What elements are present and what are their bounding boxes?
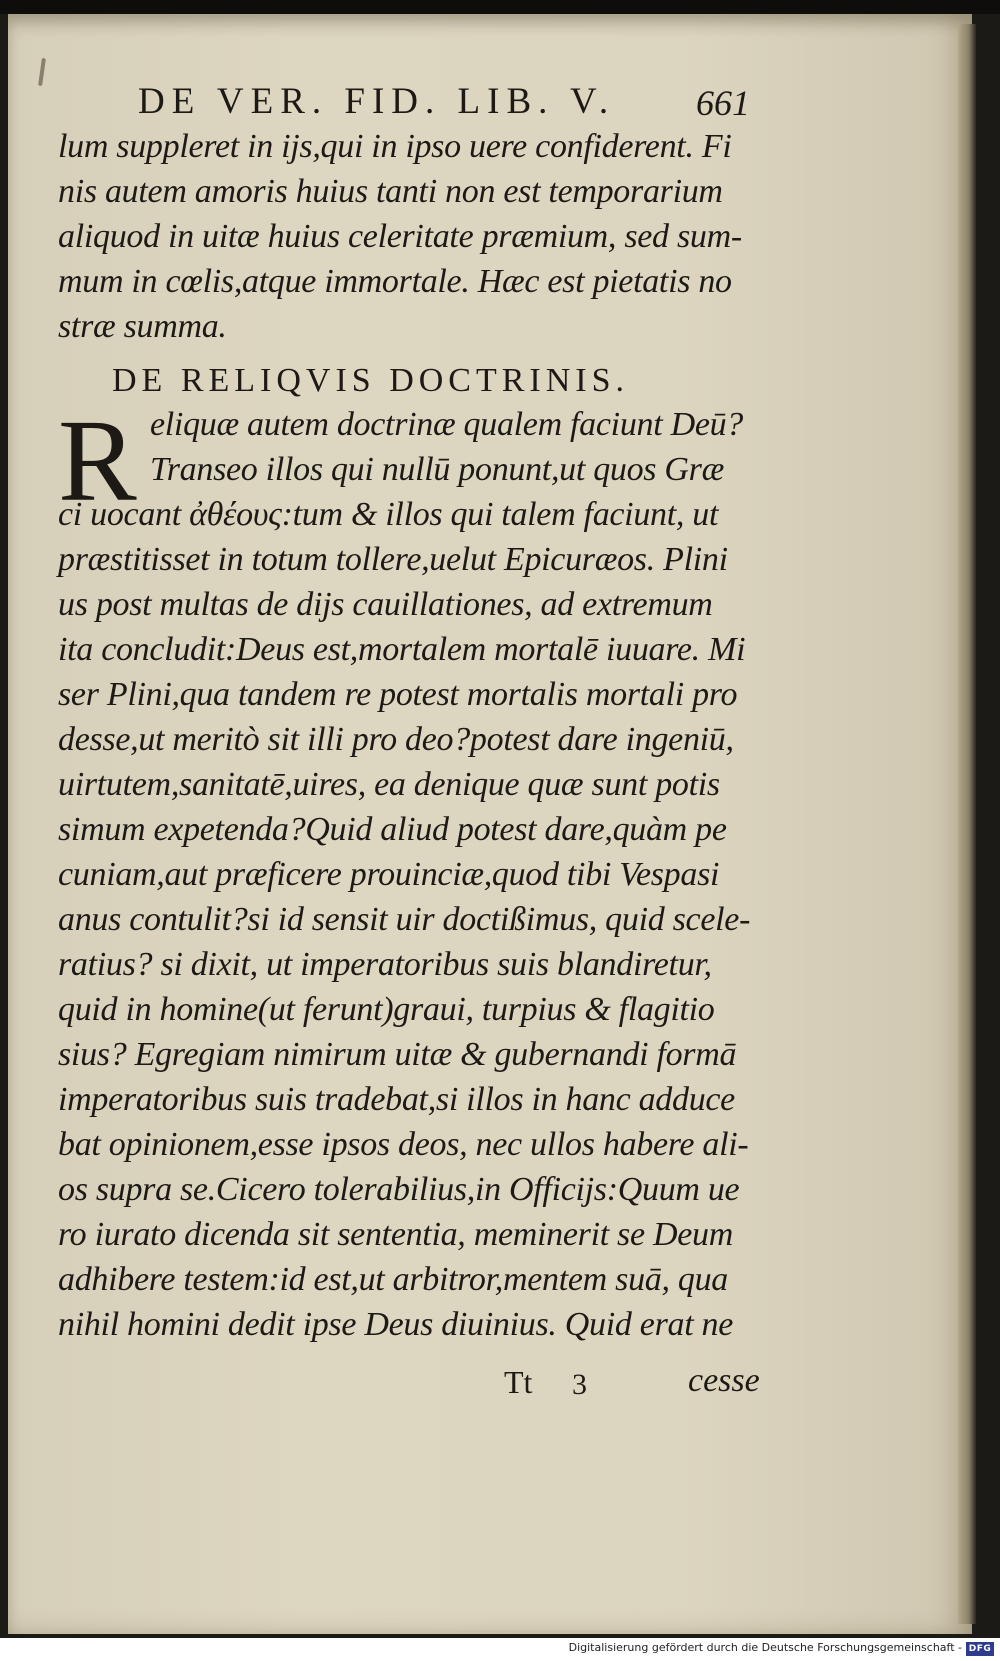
text-line: stræ summa. [58,308,227,345]
dfg-logo: DFG [966,1642,994,1656]
scan-top-edge [0,0,1000,14]
text-line: eliquæ autem doctrinæ qualem faciunt Deū? [150,406,744,443]
text-line: adhibere testem:id est,ut arbitror,mentem suā, qua [58,1261,728,1298]
text-line: anus contulit?si id sensit uir doctißimus, quid scele- [58,901,751,938]
text-line: os supra se.Cicero tolerabilius,in Officijs:Quum ue [58,1171,740,1208]
text-line: ro iurato dicenda sit sententia, meminerit se Deum [58,1216,733,1253]
text-line: præstitisset in totum tollere,uelut Epicuræos. Plini [58,541,728,578]
text-line: lum suppleret in ijs,qui in ipso uere confiderent. Fi [58,128,732,165]
text-line: imperatoribus suis tradebat,si illos in hanc adduce [58,1081,735,1118]
text-line: mum in cœlis,atque immortale. Hæc est pietatis no [58,263,732,300]
text-line: simum expetenda?Quid aliud potest dare,quàm pe [58,811,727,848]
text-line: nis autem amoris huius tanti non est temporarium [58,173,723,210]
page-edge-shadow [958,24,976,1624]
funding-credit: Digitalisierung gefördert durch die Deutsche Forschungsgemeinschaft - [568,1641,962,1654]
running-head: DE VER. FID. LIB. V. [138,81,616,122]
text-line: nihil homini dedit ipse Deus diuinius. Quid erat ne [58,1306,734,1343]
catchword: cesse [688,1362,760,1399]
section-heading: DE RELIQVIS DOCTRINIS. [112,362,630,399]
text-line: quid in homine(ut ferunt)graui, turpius & flagitio [58,991,715,1028]
drop-cap: R [58,395,137,526]
text-line: sius? Egregiam nimirum uitæ & gubernandi formā [58,1036,737,1073]
text-line: ita concludit:Deus est,mortalem mortalē iuuare. Mi [58,631,746,668]
page-number: 661 [696,83,750,123]
text-line: ratius? si dixit, ut imperatoribus suis blandiretur, [58,946,712,983]
text-line: aliquod in uitæ huius celeritate præmium, sed sum- [58,218,742,255]
text-line: us post multas de dijs cauillationes, ad extremum [58,586,713,623]
text-line: uirtutem,sanitatē,uires, ea denique quæ sunt potis [58,766,720,803]
signature-number: 3 [572,1368,587,1401]
text-line: ci uocant ἀθέους:tum & illos qui talem faciunt, ut [58,496,719,533]
text-line: Transeo illos qui nullū ponunt,ut quos Græ [150,451,724,488]
text-line: bat opinionem,esse ipsos deos, nec ullos habere ali- [58,1126,749,1163]
text-line: ser Plini,qua tandem re potest mortalis mortali pro [58,676,738,713]
signature-mark: Tt [504,1364,533,1400]
text-line: cuniam,aut præficere prouinciæ,quod tibi Vespasi [58,856,720,893]
text-line: desse,ut meritò sit illi pro deo?potest dare ingeniū, [58,721,734,758]
